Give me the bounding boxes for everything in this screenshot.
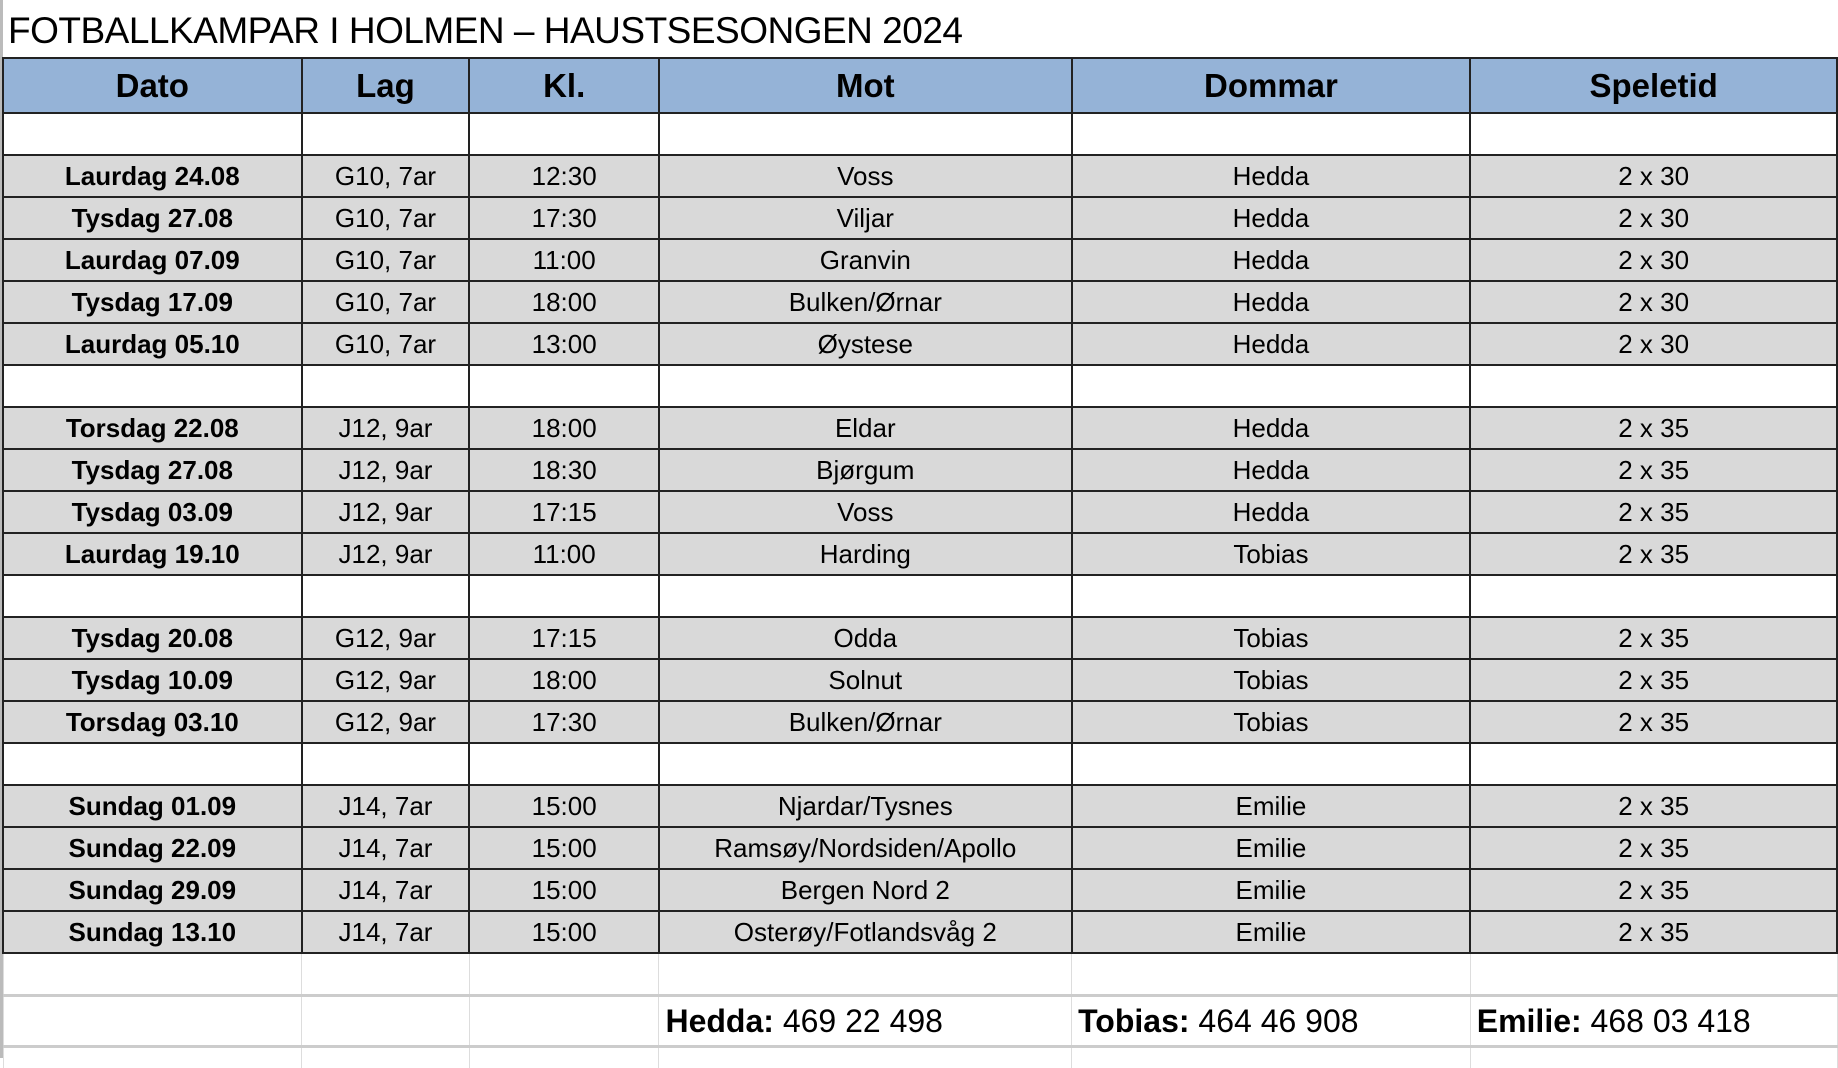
cell-duration[interactable]: 2 x 35	[1470, 533, 1837, 575]
cell-time[interactable]: 17:15	[469, 491, 659, 533]
cell-team[interactable]: G10, 7ar	[302, 323, 470, 365]
cell-duration[interactable]: 2 x 30	[1470, 155, 1837, 197]
header-date[interactable]: Dato	[3, 58, 302, 113]
cell-opponent[interactable]: Bulken/Ørnar	[659, 281, 1072, 323]
empty-cell[interactable]	[1072, 953, 1471, 996]
empty-cell[interactable]	[3, 113, 302, 155]
contact-phone: 469 22 498	[783, 1003, 943, 1039]
cell-date[interactable]: Tysdag 17.09	[3, 281, 302, 323]
cell-opponent[interactable]: Ramsøy/Nordsiden/Apollo	[659, 827, 1072, 869]
empty-cell[interactable]	[659, 365, 1072, 407]
cell-date[interactable]: Torsdag 03.10	[3, 701, 302, 743]
cell-referee[interactable]: Tobias	[1072, 533, 1471, 575]
cell-opponent[interactable]: Øystese	[659, 323, 1072, 365]
cell-referee[interactable]: Hedda	[1072, 155, 1471, 197]
empty-cell[interactable]	[469, 953, 659, 996]
cell-referee[interactable]: Hedda	[1072, 407, 1471, 449]
empty-cell[interactable]	[302, 996, 470, 1047]
empty-row	[3, 953, 1837, 996]
empty-cell[interactable]	[469, 996, 659, 1047]
match-row	[3, 407, 1837, 449]
cell-time[interactable]: 17:30	[469, 197, 659, 239]
empty-cell[interactable]	[1072, 113, 1471, 155]
cell-date[interactable]: Laurdag 05.10	[3, 323, 302, 365]
empty-row	[3, 743, 1837, 785]
match-row	[3, 533, 1837, 575]
cell-referee[interactable]: Hedda	[1072, 197, 1471, 239]
cell-referee[interactable]: Hedda	[1072, 323, 1471, 365]
empty-cell[interactable]	[3, 743, 302, 785]
match-row	[3, 449, 1837, 491]
cell-referee[interactable]: Emilie	[1072, 911, 1471, 953]
empty-cell[interactable]	[469, 113, 659, 155]
cell-duration[interactable]: 2 x 35	[1470, 407, 1837, 449]
empty-cell[interactable]	[1470, 743, 1837, 785]
cell-date[interactable]: Torsdag 22.08	[3, 407, 302, 449]
empty-cell[interactable]	[1072, 743, 1471, 785]
header-time[interactable]: Kl.	[469, 58, 659, 113]
match-row	[3, 785, 1837, 827]
cell-time[interactable]: 15:00	[469, 827, 659, 869]
sheet-title: FOTBALLKAMPAR I HOLMEN – HAUSTSESONGEN 2024	[8, 6, 962, 56]
empty-cell[interactable]	[3, 575, 302, 617]
cell-team[interactable]: G10, 7ar	[302, 155, 470, 197]
contact-hedda[interactable]	[659, 996, 1072, 1047]
cell-team[interactable]: G12, 9ar	[302, 701, 470, 743]
cell-opponent[interactable]: Bjørgum	[659, 449, 1072, 491]
cell-duration[interactable]: 2 x 35	[1470, 911, 1837, 953]
cell-time[interactable]: 15:00	[469, 785, 659, 827]
cell-opponent[interactable]: Granvin	[659, 239, 1072, 281]
cell-referee[interactable]: Emilie	[1072, 785, 1471, 827]
cell-time[interactable]: 17:30	[469, 701, 659, 743]
cell-date[interactable]: Tysdag 27.08	[3, 197, 302, 239]
cell-duration[interactable]: 2 x 30	[1470, 239, 1837, 281]
cell-referee[interactable]: Tobias	[1072, 617, 1471, 659]
empty-row	[3, 1047, 1837, 1068]
empty-cell[interactable]	[1470, 1047, 1837, 1068]
cell-date[interactable]: Sundag 01.09	[3, 785, 302, 827]
empty-cell[interactable]	[302, 575, 470, 617]
cell-time[interactable]: 18:30	[469, 449, 659, 491]
cell-time[interactable]: 15:00	[469, 911, 659, 953]
empty-cell[interactable]	[659, 953, 1072, 996]
cell-referee[interactable]: Tobias	[1072, 659, 1471, 701]
empty-cell[interactable]	[302, 1047, 470, 1068]
cell-opponent[interactable]: Harding	[659, 533, 1072, 575]
cell-referee[interactable]: Emilie	[1072, 869, 1471, 911]
cell-opponent[interactable]: Njardar/Tysnes	[659, 785, 1072, 827]
empty-cell[interactable]	[3, 953, 302, 996]
contact-phone: 464 46 908	[1198, 1003, 1358, 1039]
empty-cell[interactable]	[1470, 365, 1837, 407]
empty-row	[3, 365, 1837, 407]
empty-cell[interactable]	[659, 113, 1072, 155]
cell-team[interactable]: J14, 7ar	[302, 911, 470, 953]
cell-time[interactable]: 12:30	[469, 155, 659, 197]
contact-name: Emilie:	[1477, 1003, 1582, 1039]
empty-cell[interactable]	[469, 365, 659, 407]
cell-duration[interactable]: 2 x 35	[1470, 491, 1837, 533]
cell-date[interactable]: Tysdag 03.09	[3, 491, 302, 533]
cell-date[interactable]: Sundag 29.09	[3, 869, 302, 911]
cell-date[interactable]: Laurdag 19.10	[3, 533, 302, 575]
contact-tobias[interactable]	[1072, 996, 1471, 1047]
cell-duration[interactable]: 2 x 35	[1470, 701, 1837, 743]
cell-referee[interactable]: Hedda	[1072, 449, 1471, 491]
empty-row	[3, 575, 1837, 617]
cell-opponent[interactable]: Eldar	[659, 407, 1072, 449]
cell-time[interactable]: 15:00	[469, 869, 659, 911]
match-row	[3, 491, 1837, 533]
contact-name: Tobias:	[1078, 1003, 1189, 1039]
cell-team[interactable]: J14, 7ar	[302, 827, 470, 869]
cell-team[interactable]: J14, 7ar	[302, 785, 470, 827]
empty-cell[interactable]	[659, 1047, 1072, 1068]
cell-duration[interactable]: 2 x 35	[1470, 827, 1837, 869]
match-row	[3, 155, 1837, 197]
contacts-row	[3, 996, 1837, 1047]
cell-referee[interactable]: Hedda	[1072, 491, 1471, 533]
cell-referee[interactable]: Hedda	[1072, 239, 1471, 281]
cell-referee[interactable]: Hedda	[1072, 281, 1471, 323]
empty-cell[interactable]	[1470, 953, 1837, 996]
cell-date[interactable]: Tysdag 10.09	[3, 659, 302, 701]
cell-duration[interactable]: 2 x 35	[1470, 617, 1837, 659]
empty-cell[interactable]	[302, 743, 470, 785]
cell-duration[interactable]: 2 x 35	[1470, 869, 1837, 911]
contact-emilie[interactable]	[1470, 996, 1837, 1047]
cell-team[interactable]: J12, 9ar	[302, 533, 470, 575]
empty-cell[interactable]	[1072, 575, 1471, 617]
empty-cell[interactable]	[1072, 365, 1471, 407]
cell-opponent[interactable]: Bulken/Ørnar	[659, 701, 1072, 743]
match-row	[3, 911, 1837, 953]
cell-date[interactable]: Tysdag 27.08	[3, 449, 302, 491]
empty-cell[interactable]	[302, 953, 470, 996]
cell-referee[interactable]: Tobias	[1072, 701, 1471, 743]
cell-team[interactable]: G10, 7ar	[302, 239, 470, 281]
cell-opponent[interactable]: Voss	[659, 491, 1072, 533]
cell-opponent[interactable]: Bergen Nord 2	[659, 869, 1072, 911]
contact-phone: 468 03 418	[1591, 1003, 1751, 1039]
schedule-table	[2, 57, 1838, 1068]
match-row	[3, 323, 1837, 365]
match-row	[3, 281, 1837, 323]
match-row	[3, 197, 1837, 239]
cell-team[interactable]: G10, 7ar	[302, 281, 470, 323]
empty-cell[interactable]	[3, 1047, 302, 1068]
empty-cell[interactable]	[469, 1047, 659, 1068]
match-row	[3, 827, 1837, 869]
cell-opponent[interactable]: Viljar	[659, 197, 1072, 239]
cell-team[interactable]: J12, 9ar	[302, 491, 470, 533]
empty-cell[interactable]	[3, 365, 302, 407]
empty-cell[interactable]	[1470, 113, 1837, 155]
cell-time[interactable]: 13:00	[469, 323, 659, 365]
cell-time[interactable]: 11:00	[469, 239, 659, 281]
cell-duration[interactable]: 2 x 35	[1470, 659, 1837, 701]
cell-referee[interactable]: Emilie	[1072, 827, 1471, 869]
cell-date[interactable]: Tysdag 20.08	[3, 617, 302, 659]
empty-cell[interactable]	[469, 743, 659, 785]
cell-date[interactable]: Sundag 22.09	[3, 827, 302, 869]
empty-cell[interactable]	[3, 996, 302, 1047]
empty-cell[interactable]	[659, 743, 1072, 785]
cell-opponent[interactable]: Voss	[659, 155, 1072, 197]
empty-cell[interactable]	[302, 113, 470, 155]
empty-cell[interactable]	[1470, 575, 1837, 617]
cell-duration[interactable]: 2 x 35	[1470, 785, 1837, 827]
cell-duration[interactable]: 2 x 30	[1470, 281, 1837, 323]
cell-team[interactable]: J14, 7ar	[302, 869, 470, 911]
contact-name: Hedda:	[665, 1003, 773, 1039]
empty-cell[interactable]	[1072, 1047, 1471, 1068]
cell-time[interactable]: 18:00	[469, 407, 659, 449]
cell-time[interactable]: 18:00	[469, 659, 659, 701]
cell-opponent[interactable]: Solnut	[659, 659, 1072, 701]
empty-cell[interactable]	[659, 575, 1072, 617]
empty-cell[interactable]	[469, 575, 659, 617]
cell-team[interactable]: G10, 7ar	[302, 197, 470, 239]
cell-team[interactable]: G12, 9ar	[302, 659, 470, 701]
header-row	[3, 58, 1837, 113]
match-row	[3, 659, 1837, 701]
cell-team[interactable]: G12, 9ar	[302, 617, 470, 659]
cell-opponent[interactable]: Osterøy/Fotlandsvåg 2	[659, 911, 1072, 953]
cell-time[interactable]: 11:00	[469, 533, 659, 575]
cell-date[interactable]: Laurdag 07.09	[3, 239, 302, 281]
cell-team[interactable]: J12, 9ar	[302, 407, 470, 449]
cell-team[interactable]: J12, 9ar	[302, 449, 470, 491]
match-row	[3, 239, 1837, 281]
cell-time[interactable]: 17:15	[469, 617, 659, 659]
cell-duration[interactable]: 2 x 35	[1470, 449, 1837, 491]
header-duration[interactable]: Speletid	[1470, 58, 1837, 113]
empty-cell[interactable]	[302, 365, 470, 407]
cell-duration[interactable]: 2 x 30	[1470, 197, 1837, 239]
cell-duration[interactable]: 2 x 30	[1470, 323, 1837, 365]
cell-date[interactable]: Laurdag 24.08	[3, 155, 302, 197]
cell-date[interactable]: Sundag 13.10	[3, 911, 302, 953]
header-team[interactable]: Lag	[302, 58, 470, 113]
header-referee[interactable]: Dommar	[1072, 58, 1471, 113]
header-opponent[interactable]: Mot	[659, 58, 1072, 113]
match-row	[3, 869, 1837, 911]
cell-time[interactable]: 18:00	[469, 281, 659, 323]
empty-row	[3, 113, 1837, 155]
match-row	[3, 617, 1837, 659]
match-row	[3, 701, 1837, 743]
cell-opponent[interactable]: Odda	[659, 617, 1072, 659]
